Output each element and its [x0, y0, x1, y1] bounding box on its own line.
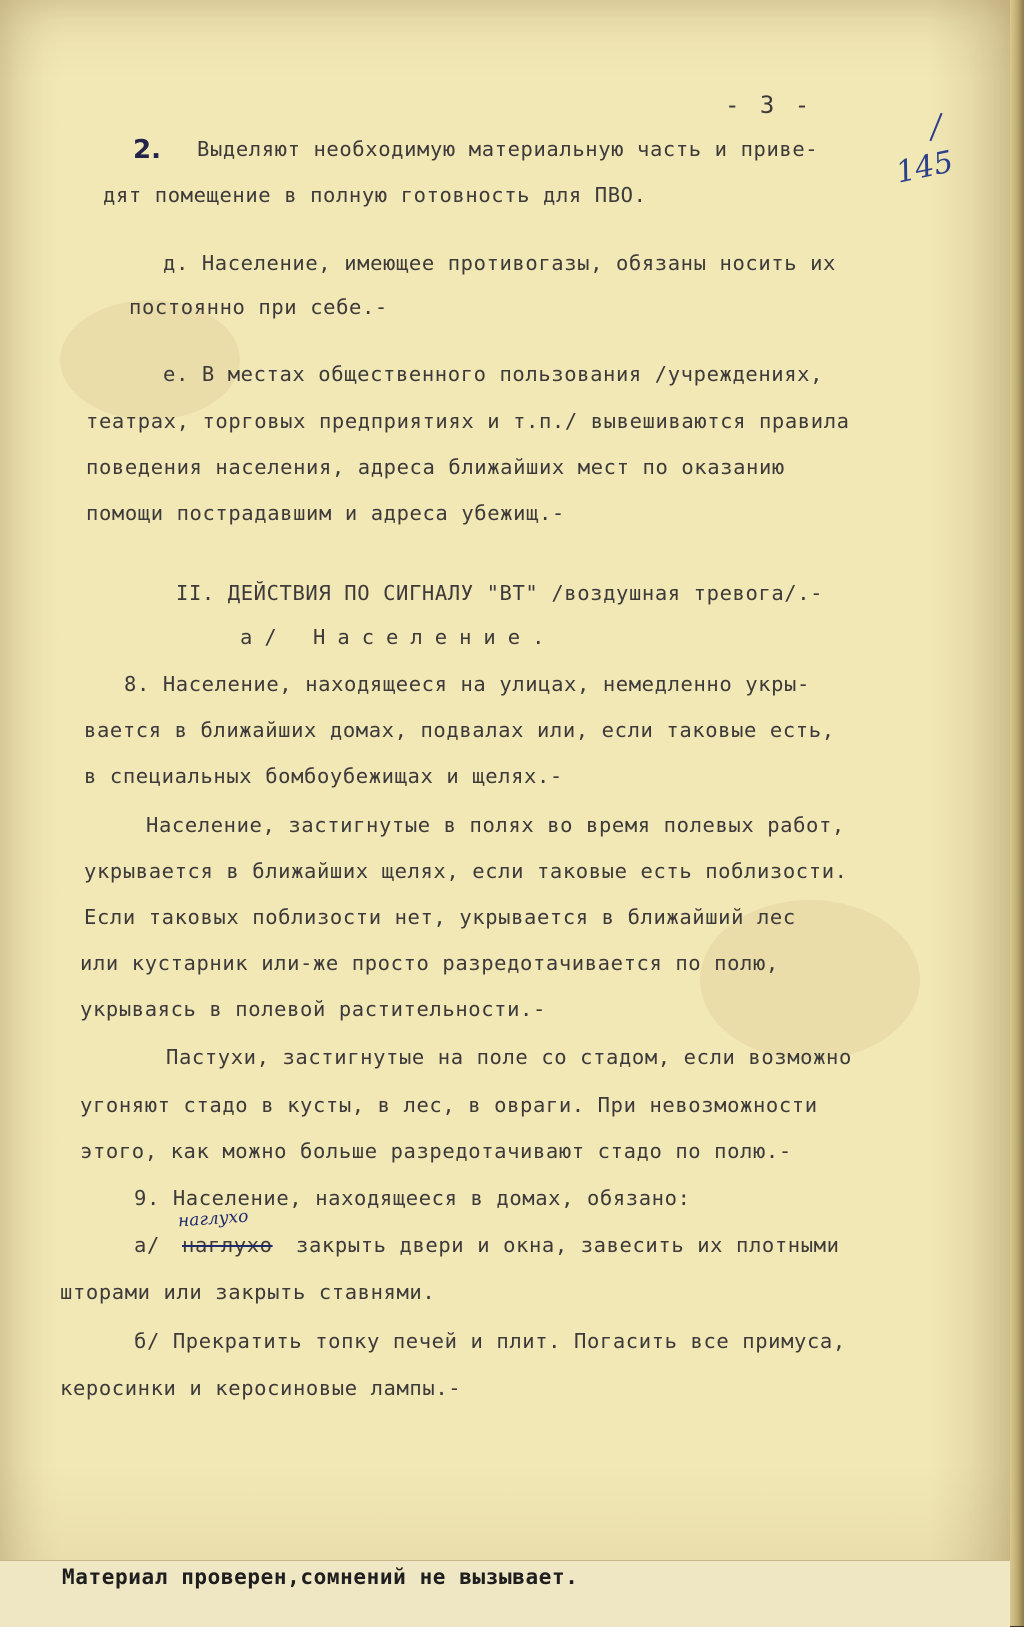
- text-line: укрываясь в полевой растительности.-: [80, 997, 546, 1021]
- text-line: дят помещение в полную готовность для ПВО.: [103, 183, 647, 207]
- text-line: или кустарник или-же просто разредотачивается по полю,: [80, 951, 779, 975]
- text-line: театрах, торговых предприятиях и т.п./ вывешиваются правила: [86, 409, 850, 433]
- text-line: б/ Прекратить топку печей и плит. Погасить все примуса,: [134, 1329, 846, 1353]
- text-line: д. Население, имеющее противогазы, обязаны носить их: [163, 251, 836, 275]
- text-line: Население, застигнутые в полях во время полевых работ,: [146, 813, 845, 837]
- text-line: укрывается в ближайших щелях, если таковые есть поблизости.: [84, 859, 848, 883]
- text-line: 9. Население, находящееся в домах, обязано:: [134, 1186, 691, 1210]
- text-line: этого, как можно больше разредотачивают стадо по полю.-: [80, 1139, 792, 1163]
- handwritten-correction: наглухо: [177, 1206, 250, 1232]
- text-line: поведения населения, адреса ближайших мест по оказанию: [86, 455, 785, 479]
- text-line-label: а/: [134, 1233, 160, 1257]
- verification-note: Материал проверен,сомнений не вызывает.: [62, 1565, 579, 1589]
- text-line: 8. Население, находящееся на улицах, немедленно укры-: [124, 672, 810, 696]
- text-line: угоняют стадо в кусты, в лес, в овраги. При невозможности: [80, 1093, 818, 1117]
- text-line: е. В местах общественного пользования /учреждениях,: [163, 362, 824, 386]
- text-line: закрыть двери и окна, завесить их плотными: [296, 1233, 840, 1257]
- struck-word: наглухо: [182, 1233, 273, 1257]
- archive-mark: [929, 113, 942, 142]
- text-line: Пастухи, застигнутые на поле со стадом, если возможно: [166, 1045, 852, 1069]
- text-line: в специальных бомбоубежищах и щелях.-: [84, 764, 563, 788]
- text-line: постоянно при себе.-: [129, 295, 388, 319]
- text-line: Если таковых поблизости нет, укрывается в ближайший лес: [84, 905, 796, 929]
- text-line: керосинки и керосиновые лампы.-: [60, 1376, 462, 1400]
- page-number: - 3 -: [725, 91, 813, 119]
- text-line: Выделяют необходимую материальную часть и приве-: [197, 137, 819, 161]
- page-edge: [1010, 0, 1024, 1626]
- subsection-heading: а/ Население.: [240, 625, 557, 649]
- text-line: шторами или закрыть ставнями.: [60, 1280, 436, 1304]
- section-heading: II. ДЕЙСТВИЯ ПО СИГНАЛУ "ВТ" /воздушная тревога/.-: [176, 581, 824, 605]
- text-line: вается в ближайших домах, подвалах или, если таковые есть,: [84, 718, 835, 742]
- text-line: помощи пострадавшим и адреса убежищ.-: [86, 501, 565, 525]
- archive-folio-number: 145: [892, 144, 957, 191]
- handwritten-item-number: 2.: [133, 135, 161, 165]
